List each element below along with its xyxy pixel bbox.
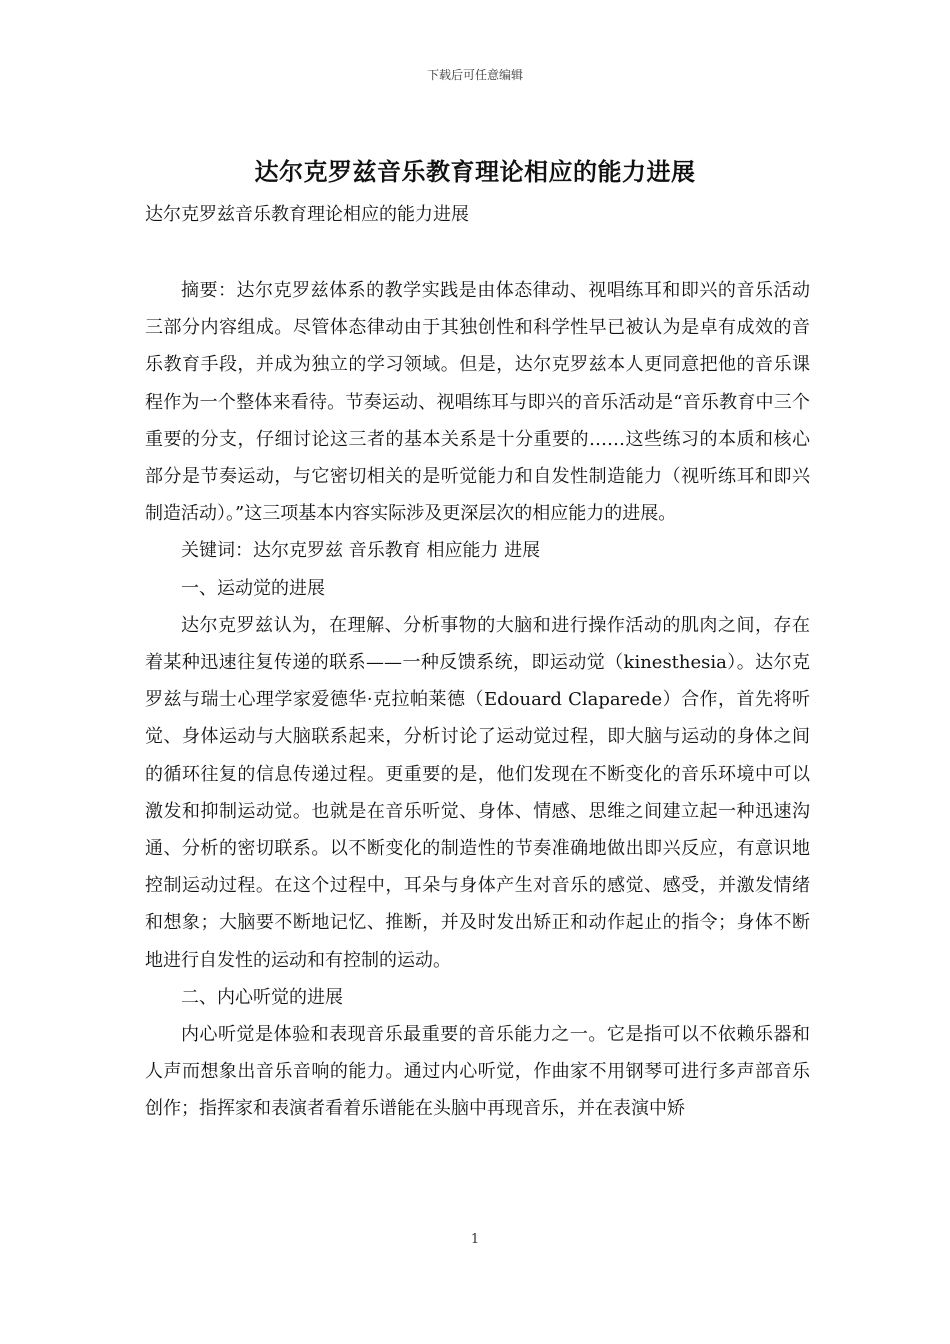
body-paragraph: 达尔克罗兹认为，在理解、分析事物的大脑和进行操作活动的肌肉之间，存在着某种迅速往复传递的联系——一种反馈系统，即运动觉（kinesthesia）。达尔克罗兹与瑞士心理学家爱德华·克拉帕莱德（Edouard Claparede）合作，首先将听觉、身体运动与大脑联系起来，分析讨论了运动觉过程，即大脑与运动的身体之间的循环往复的信息传递过程。更重要的是，他们发现在不断变化的音乐环境中可以激发和抑制运动觉。也就是在音乐听觉、身体、情感、思维之间建立起一种迅速沟通、分析的密切联系。以不断变化的制造性的节奏准确地做出即兴反应，有意识地控制运动过程。在这个过程中，耳朵与身体产生对音乐的感觉、感受，并激发情绪和想象；大脑要不断地记忆、推断，并及时发出矫正和动作起止的指令；身体不断地进行自发性的运动和有控制的运动。 [145,614,810,971]
page-number: 1 [470,1232,480,1247]
document-body [145,272,810,1128]
keywords-paragraph: 关键词：达尔克罗兹 音乐教育 相应能力 进展 [181,540,541,562]
document-subtitle: 达尔克罗兹音乐教育理论相应的能力进展 [145,204,469,225]
header-note: 下载后可任意编辑 [426,68,523,82]
body-paragraph: 内心听觉是体验和表现音乐最重要的音乐能力之一。它是指可以不依赖乐器和人声而想象出音乐音响的能力。通过内心听觉，作曲家不用钢琴可进行多声部音乐创作；指挥家和表演者看着乐谱能在头脑中再现音乐，并在表演中矫 [145,1024,810,1120]
document-title: 达尔克罗兹音乐教育理论相应的能力进展 [254,157,696,186]
section-heading-2: 二、内心听觉的进展 [181,986,343,1008]
abstract-paragraph: 摘要：达尔克罗兹体系的教学实践是由体态律动、视唱练耳和即兴的音乐活动三部分内容组成。尽管体态律动由于其独创性和科学性早已被认为是卓有成效的音乐教育手段，并成为独立的学习领域。但是，达尔克罗兹本人更同意把他的音乐课程作为一个整体来看待。节奏运动、视唱练耳与即兴的音乐活动是“音乐教育中三个重要的分支，仔细讨论这三者的基本关系是十分重要的……这些练习的本质和核心部分是节奏运动，与它密切相关的是听觉能力和自发性制造能力（视听练耳和即兴制造活动）。”这三项基本内容实际涉及更深层次的相应能力的进展。 [145,280,810,525]
section-heading-1: 一、运动觉的进展 [181,577,325,599]
